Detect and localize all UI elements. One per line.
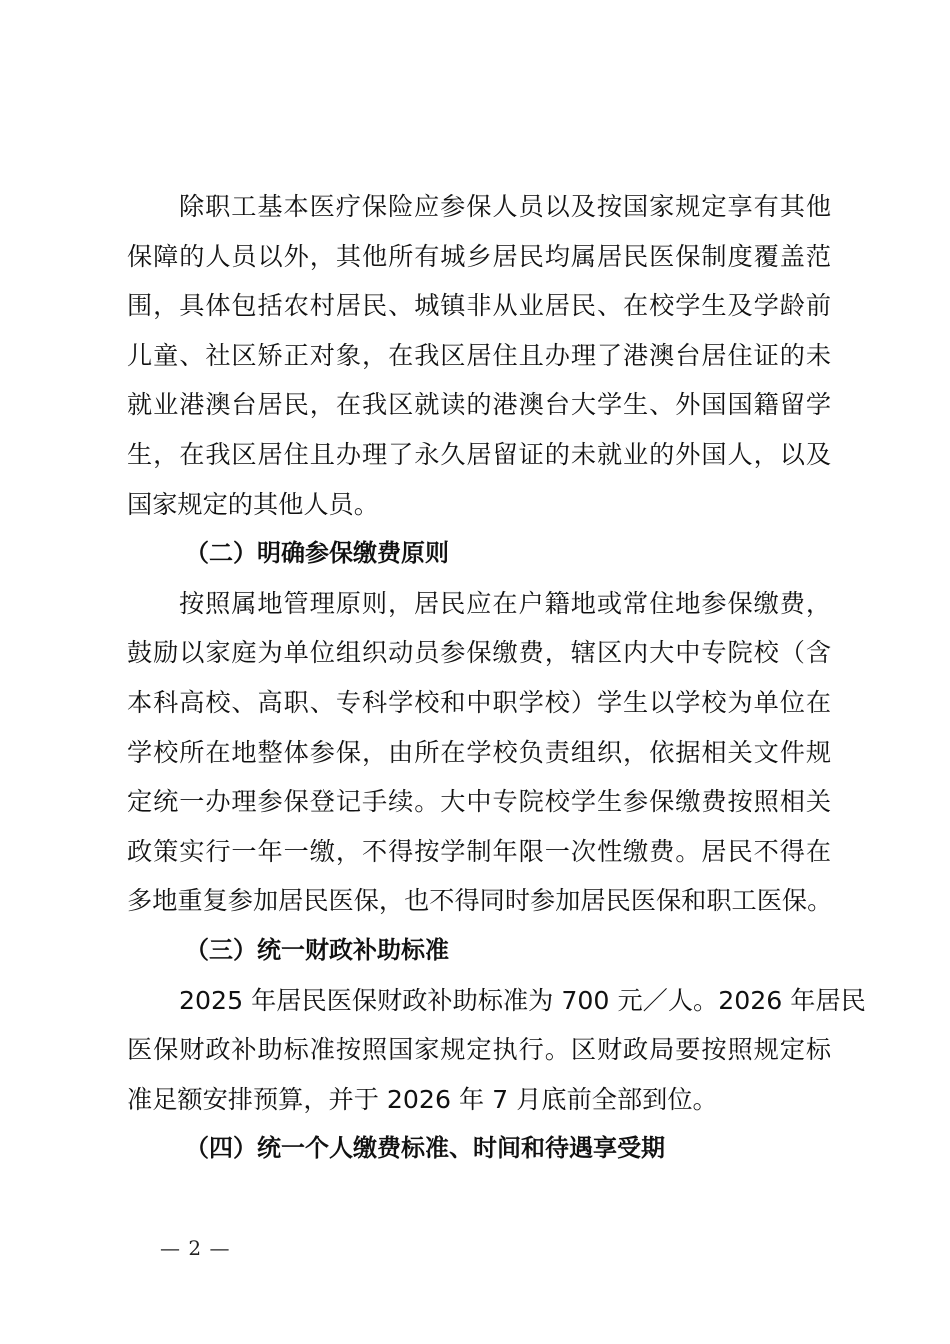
text-line: 2025 年居民医保财政补助标准为 700 元／人。2026 年居民 (179, 985, 866, 1015)
page-number: — 2 — (160, 1236, 231, 1260)
text-line: 按照属地管理原则，居民应在户籍地或常住地参保缴费， (179, 588, 831, 618)
text-line: 围，具体包括农村居民、城镇非从业居民、在校学生及学龄前 (127, 291, 831, 321)
text-line: 儿童、社区矫正对象，在我区居住且办理了港澳台居住证的未 (127, 340, 831, 370)
paragraph-coverage-scope (127, 182, 831, 529)
text-line: 本科高校、高职、专科学校和中职学校）学生以学校为单位在 (127, 687, 831, 717)
text-line: 学校所在地整体参保，由所在学校负责组织，依据相关文件规 (127, 737, 831, 767)
text-line: 鼓励以家庭为单位组织动员参保缴费，辖区内大中专院校（含 (127, 638, 831, 668)
text-line: 政策实行一年一缴，不得按学制年限一次性缴费。居民不得在 (127, 836, 831, 866)
text-line: 定统一办理参保登记手续。大中专院校学生参保缴费按照相关 (127, 787, 831, 817)
text-line: 多地重复参加居民医保，也不得同时参加居民医保和职工医保。 (127, 886, 833, 916)
text-line: 保障的人员以外，其他所有城乡居民均属居民医保制度覆盖范 (127, 241, 831, 271)
paragraph-enrollment-principle (127, 579, 831, 926)
section-heading-4: （四）统一个人缴费标准、时间和待遇享受期 (185, 1134, 665, 1163)
section-heading-2: （二）明确参保缴费原则 (185, 539, 449, 568)
document-body (127, 182, 866, 1174)
text-line: 就业港澳台居民，在我区就读的港澳台大学生、外国国籍留学 (127, 390, 831, 420)
text-line: 国家规定的其他人员。 (127, 489, 379, 519)
text-line: 准足额安排预算，并于 2026 年 7 月底前全部到位。 (127, 1084, 718, 1114)
text-line: 除职工基本医疗保险应参保人员以及按国家规定享有其他 (179, 192, 831, 221)
paragraph-fiscal-subsidy (127, 976, 866, 1125)
text-line: 生，在我区居住且办理了永久居留证的未就业的外国人，以及 (127, 439, 831, 469)
section-heading-3: （三）统一财政补助标准 (185, 935, 449, 964)
text-line: 医保财政补助标准按照国家规定执行。区财政局要按照规定标 (127, 1035, 831, 1065)
